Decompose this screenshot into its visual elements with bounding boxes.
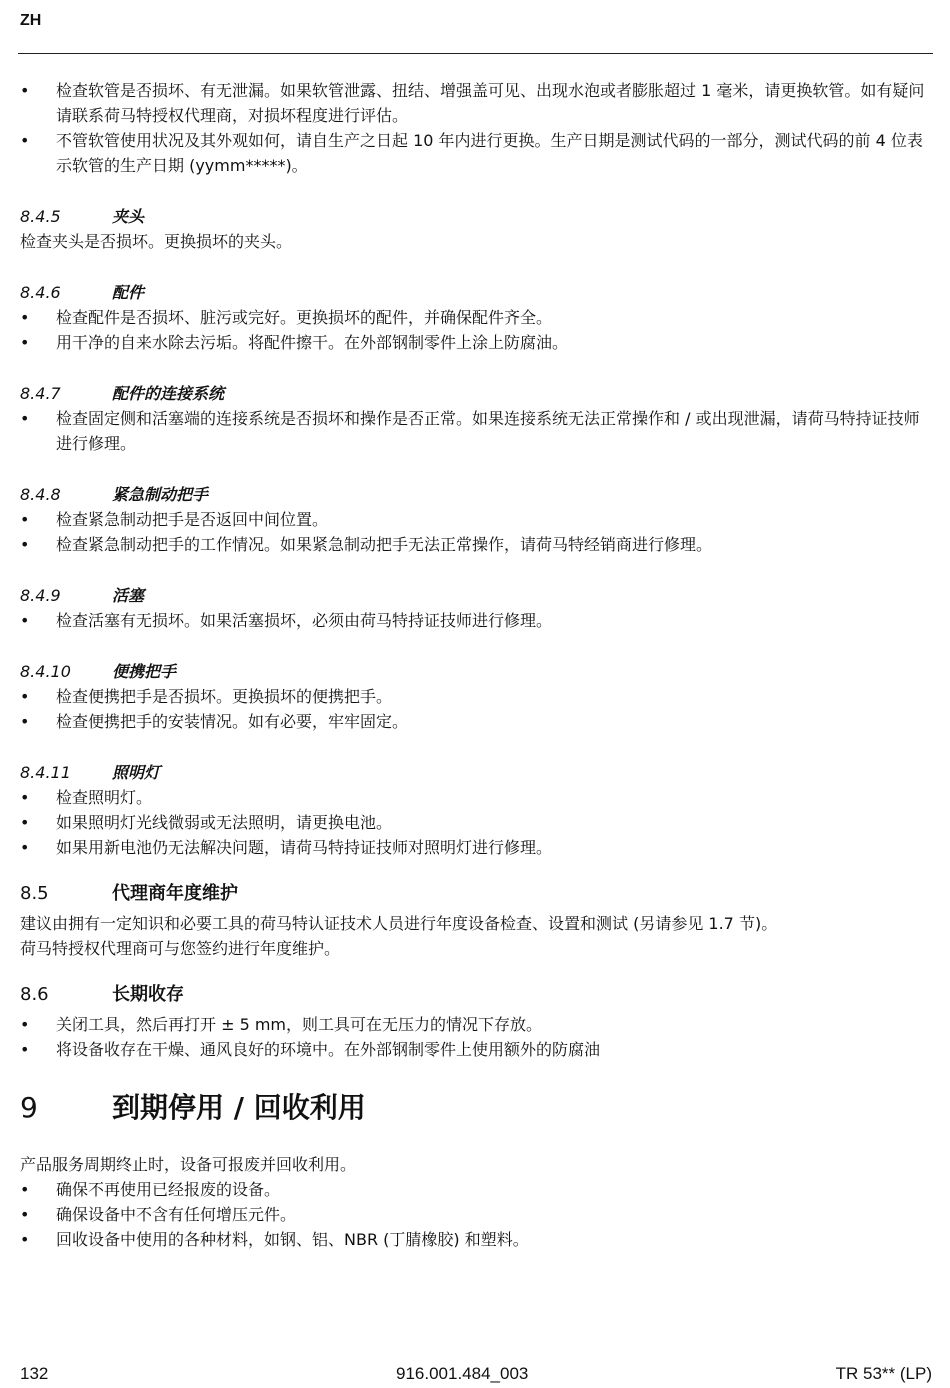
list-item: • 如果用新电池仍无法解决问题，请荷马特持证技师对照明灯进行修理。 (20, 835, 932, 860)
page-content (20, 78, 932, 1252)
chapter-heading-9 (20, 1090, 932, 1126)
section-number: 8.4.5 (20, 207, 61, 226)
section-heading-8-4-11 (20, 760, 932, 785)
list-item: • 检查软管是否损坏、有无泄漏。如果软管泄露、扭结、增强盖可见、出现水泡或者膨胀超过 1 毫米，请更换软管。如有疑问请联系荷马特授权代理商，对损坏程度进行评估。 (20, 78, 932, 128)
list-item: • 关闭工具，然后再打开 ± 5 mm，则工具可在无压力的情况下存放。 (20, 1012, 932, 1037)
page-number: 132 (20, 1364, 49, 1383)
list-item: • 检查便携把手是否损坏。更换损坏的便携把手。 (20, 684, 932, 709)
paragraph: 荷马特授权代理商可与您签约进行年度维护。 (20, 939, 341, 958)
section-title: 紧急制动把手 (112, 485, 209, 504)
section-number: 8.4.9 (20, 586, 61, 605)
section-heading-8-4-6 (20, 280, 932, 305)
section-heading-8-4-7 (20, 381, 932, 406)
document-number: 916.001.484_003 (396, 1364, 529, 1383)
section-heading-8-5 (20, 880, 932, 907)
paragraph: 建议由拥有一定知识和必要工具的荷马特认证技术人员进行年度设备检查、设置和测试 (另请参见 1.7 节)。 (20, 914, 778, 933)
section-number: 8.6 (20, 984, 49, 1005)
section-number: 8.4.11 (20, 763, 71, 782)
paragraph: 检查夹头是否损坏。更换损坏的夹头。 (20, 232, 293, 251)
section-title: 配件 (112, 283, 145, 302)
list-item: • 确保不再使用已经报废的设备。 (20, 1177, 932, 1202)
section-heading-8-4-9 (20, 583, 932, 608)
section-heading-8-4-5 (20, 204, 932, 229)
list-item: • 用干净的自来水除去污垢。将配件擦干。在外部钢制零件上涂上防腐油。 (20, 330, 932, 355)
section-title: 夹头 (112, 207, 145, 226)
list-item: • 如果照明灯光线微弱或无法照明，请更换电池。 (20, 810, 932, 835)
list-item: • 将设备收存在干燥、通风良好的环境中。在外部钢制零件上使用额外的防腐油 (20, 1037, 932, 1062)
header-divider (18, 53, 933, 54)
page-footer (20, 1364, 932, 1386)
list-item: • 检查配件是否损坏、脏污或完好。更换损坏的配件，并确保配件齐全。 (20, 305, 932, 330)
section-number: 8.4.10 (20, 662, 71, 681)
section-heading-8-6 (20, 981, 932, 1008)
list-item: • 回收设备中使用的各种材料，如钢、铝、NBR (丁腈橡胶) 和塑料。 (20, 1227, 932, 1252)
section-number: 8.4.6 (20, 283, 61, 302)
light-list (20, 785, 932, 860)
list-item: • 检查照明灯。 (20, 785, 932, 810)
accessories-list (20, 305, 932, 355)
list-item: • 检查紧急制动把手的工作情况。如果紧急制动把手无法正常操作，请荷马特经销商进行修理。 (20, 532, 932, 557)
piston-list (20, 608, 932, 633)
section-number: 8.5 (20, 883, 49, 904)
coupling-list (20, 406, 932, 456)
list-item: • 检查便携把手的安装情况。如有必要，牢牢固定。 (20, 709, 932, 734)
carry-handle-list (20, 684, 932, 734)
model-name: TR 53** (LP) (835, 1364, 932, 1383)
language-code: ZH (20, 12, 42, 29)
section-title: 配件的连接系统 (112, 384, 225, 403)
chapter-number: 9 (20, 1091, 38, 1124)
list-item: • 不管软管使用状况及其外观如何，请自生产之日起 10 年内进行更换。生产日期是测试代码的一部分，测试代码的前 4 位表示软管的生产日期 (yymm*****)。 (20, 128, 932, 178)
emergency-handle-list (20, 507, 932, 557)
section-title: 照明灯 (112, 763, 161, 782)
hose-check-list (20, 78, 932, 178)
list-item: • 检查紧急制动把手是否返回中间位置。 (20, 507, 932, 532)
paragraph: 产品服务周期终止时，设备可报废并回收利用。 (20, 1155, 357, 1174)
list-item: • 检查固定侧和活塞端的连接系统是否损坏和操作是否正常。如果连接系统无法正常操作和 / 或出现泄漏，请荷马特持证技师进行修理。 (20, 406, 932, 456)
section-title: 活塞 (112, 586, 145, 605)
section-title: 便携把手 (112, 662, 177, 681)
section-title: 代理商年度维护 (112, 883, 238, 904)
section-heading-8-4-8 (20, 482, 932, 507)
section-number: 8.4.7 (20, 384, 61, 403)
section-number: 8.4.8 (20, 485, 61, 504)
section-heading-8-4-10 (20, 659, 932, 684)
disposal-list (20, 1177, 932, 1252)
list-item: • 检查活塞有无损坏。如果活塞损坏，必须由荷马特持证技师进行修理。 (20, 608, 932, 633)
list-item: • 确保设备中不含有任何增压元件。 (20, 1202, 932, 1227)
section-title: 长期收存 (112, 984, 184, 1005)
chapter-title: 到期停用 / 回收利用 (112, 1091, 366, 1124)
storage-list (20, 1012, 932, 1062)
